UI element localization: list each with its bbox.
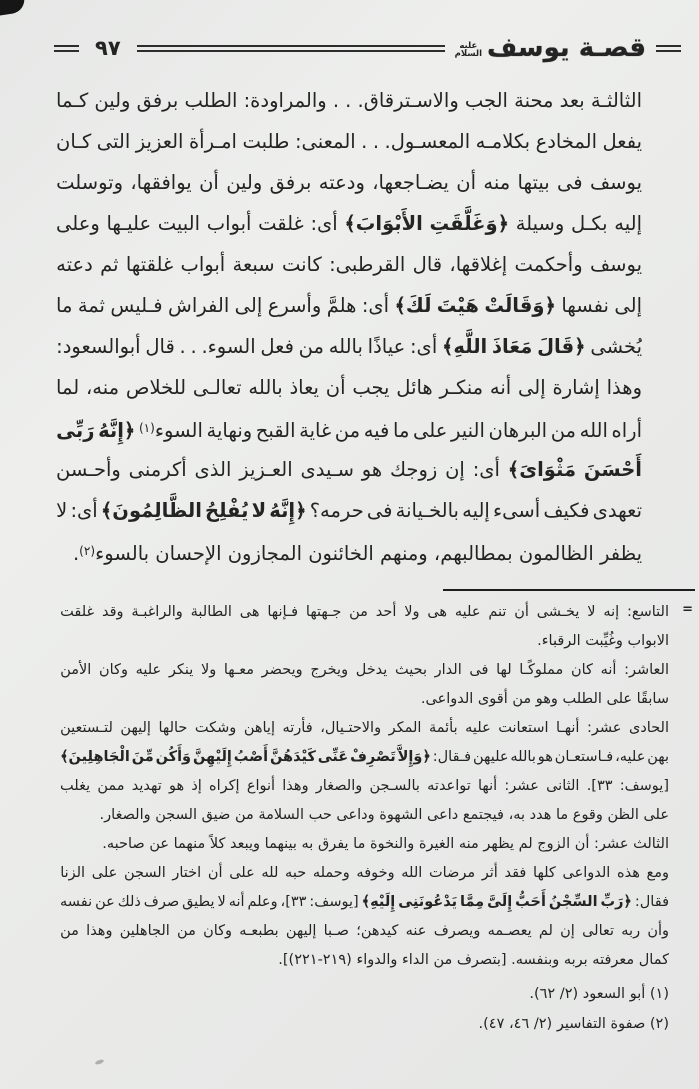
footnote-line: وأن ربه تعالى إن لم يعصـمه ويصرف عنه كيدهن؛ صـبا إليهن بطبعـه وكان من الجاهلين وهذا من <box>60 923 669 939</box>
footnote-line: فقال: ﴿رَبِّ السِّجْنُ أَحَبُّ إِلَىَّ مِمَّا يَدْعُونَنِى إِلَيْهِ﴾ [يوسف: ٣٣]، وعلم أنه لا يطيق صرف ذلك عن نفسه <box>60 894 669 910</box>
footnote-line: كمال معرفته بربه وبنفسه. [بتصرف من الداء والدواء (٢١٩-٢٢١)]. <box>278 952 669 968</box>
footnote-ref: (٢) صفوة التفاسير (٢/ ٤٦، ٤٧). <box>478 1016 669 1032</box>
footnote-continuation-mark: = <box>682 602 693 617</box>
footnote-line: سابقًا على الطلب وهو من أقوى الدواعى. <box>420 691 669 707</box>
footnote-line: بهن عليه، فـاستعـان هو بالله عليهن فـقال: ﴿وَإِلاَّ تَصْرِفْ عَنِّى كَيْدَهُنَّ أَصْبُ إِلَيْهِنَّ وَأَكُن مِّنَ الْجَاهِلِينَ﴾ <box>60 749 669 765</box>
body-line: إليه بكـل وسيلة ﴿وَغَلَّقَتِ الأَبْوَابَ﴾ أى: غلقت أبواب البيت عليـها وعلى <box>56 212 642 235</box>
body-line: تعهدى فكيف أسىء إليه بالخـيانة فى حرمه؟ ﴿إِنَّهُ لا يُفْلِحُ الظَّالِمُونَ﴾ أى: لا <box>56 499 642 522</box>
scan-smudge <box>0 0 26 16</box>
body-line: وهذا إشارة إلى أنه منكـر هائل يجب أن يعاذ بالله تعالـى للخلاص منه، لما <box>56 376 642 399</box>
book-title-text: قصـة يوسف <box>487 33 646 63</box>
scan-speck <box>95 1059 105 1066</box>
header-rule-left <box>54 45 79 52</box>
footnote-line: [يوسف: ٣٣]. الثانى عشر: أنها تواعدته بالسـجن والصغار وهذا أنواع إكراه إذ هو تهديد ممن يغلب <box>60 778 669 794</box>
footnote-line: الثالث عشر: أن الزوج لم يظهر منه الغيرة والنخوة ما يفرق به بينهما ويبعد كلاً منهما عن صاحبه. <box>102 836 669 852</box>
header-rule-right <box>656 45 681 52</box>
footnote-references <box>60 979 669 1039</box>
honorific-bottom: السلام <box>454 49 483 59</box>
header-rule-center <box>137 45 445 52</box>
footnote-line: الابواب وغُيِّبت الرقباء. <box>537 633 669 649</box>
footnote-line: الحادى عشر: أنهـا استعانت عليه بأئمة المكر والاحتـيال، فأرته إياهن وشكت حالها إليهن لتـستعين <box>60 720 669 736</box>
footnote-line: التاسع: إنه لا يخـشى أن تنم عليه هى ولا أحد من جـهتها فـإنها هى الطالبة والراغبـة وقد غلقت <box>60 604 669 620</box>
body-line: أراه الله من البرهان النير على ما فيه من غاية القبح ونهاية السوء$^{(١)}$ ﴿إِنَّهُ رَبِّى <box>56 419 642 442</box>
body-line: يُخشى ﴿قَالَ مَعَاذَ اللَّهِ﴾ أى: عياذًا بالله من فعل السوء. . . قال أبوالسعود: <box>56 335 642 358</box>
body-line: يفعل المخادع بكلامـه المعسـول. . . المعنى: طلبت امـرأة العزيز التى كـان <box>56 130 642 153</box>
footnote-separator <box>443 589 695 591</box>
footnote-line: ومع هذه الدواعى كلها فقد أثر مرضات الله وخوفه وحمله حبه لله على أن اختار السجن على الزنا <box>60 865 669 881</box>
body-line: يوسف فى بيتها منه أن يضـاجعها، ودعته برفق ولين أن يوافقها، وتوسلت <box>56 171 642 194</box>
page-number: ٩٧ <box>95 36 121 60</box>
footnote-ref: (١) أبو السعود (٢/ ٦٢). <box>529 986 669 1002</box>
honorific-top: عليه <box>459 40 478 51</box>
body-line: الثالثـة بعد محنة الجب والاسـترقاق. . . والمراودة: الطلب برفق ولين كـما <box>56 89 642 112</box>
footnote-line: العاشر: أنه كان مملوكًـا لها فى الدار بحيث يدخل ويخرج ويحضر معـها ولا ينكر عليه وكان الأمن <box>60 662 669 678</box>
honorific-mark <box>455 42 482 59</box>
body-line: أَحْسَنَ مَثْوَاىَ﴾ أى: إن زوجك هو سـيدى العـزيز الذى أكرمنى وأحـسن <box>56 458 642 481</box>
book-title <box>455 33 646 63</box>
body-line: يظفر الظالمون بمطالبهم، ومنهم الخائنون المجازون الإحسان بالسوء$^{(٢)}$. <box>72 542 642 565</box>
main-text <box>56 80 642 572</box>
page-header <box>54 30 681 66</box>
footnote-line: على الظن وقوع ما هدد به، فيجتمع داعى الشهوة وداعى حب السلامة من ضيق السجن والصغار. <box>99 807 669 823</box>
body-line: يوسف وأحكمت إغلاقها، قال القرطبى: كانت سبعة أبواب غلقتها ثم دعته <box>56 253 642 276</box>
body-line: إلى نفسها ﴿وَقَالَتْ هَيْتَ لَكَ﴾ أى: هلمَّ وأسرع إلى الفراش فـليس ثمة ما <box>56 294 642 317</box>
footnotes <box>60 598 693 975</box>
